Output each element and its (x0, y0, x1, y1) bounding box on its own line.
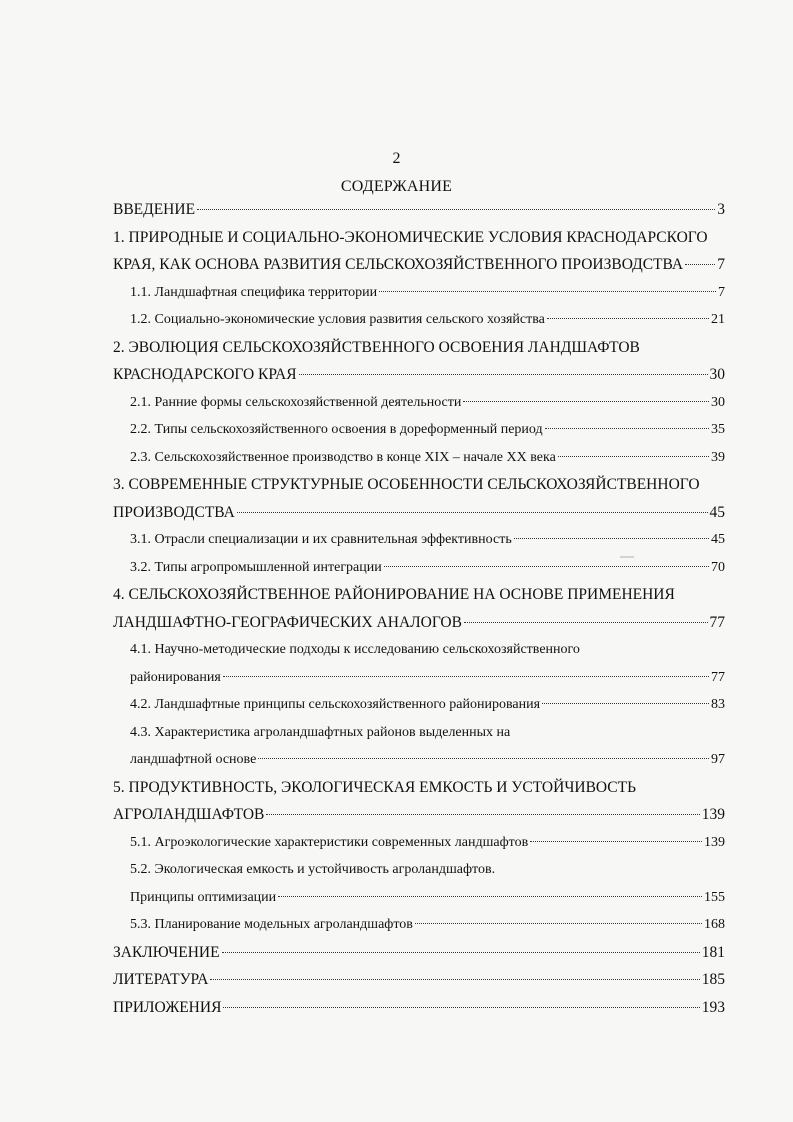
toc-entry (113, 966, 725, 994)
toc-entry-title: ВВЕДЕНИЕ (113, 201, 196, 218)
dot-leader (223, 1007, 699, 1008)
toc-page-number: 155 (704, 889, 725, 905)
toc-page-number: 7 (717, 256, 725, 273)
toc-entry-title: КРАЯ, КАК ОСНОВА РАЗВИТИЯ СЕЛЬСКОХОЗЯЙСТВЕННОГО ПРОИЗВОДСТВА (113, 256, 684, 273)
page-number: 2 (392, 150, 401, 167)
toc-entry-title: 4.3. Характеристика агроландшафтных районов выделенных на (130, 724, 511, 740)
toc-entry-title: 5.3. Планирование модельных агроландшафтов (130, 917, 413, 932)
toc-page-number: 168 (704, 917, 725, 932)
toc-page-number: 30 (709, 366, 725, 383)
toc-page-number: 185 (701, 971, 725, 988)
toc-page-number: 97 (711, 752, 725, 767)
toc-entry (113, 664, 725, 692)
toc-heading-line (113, 334, 725, 362)
toc-entry (113, 911, 725, 939)
toc-entry-title: 4. СЕЛЬСКОХОЗЯЙСТВЕННОЕ РАЙОНИРОВАНИЕ НА ОСНОВЕ ПРИМЕНЕНИЯ (113, 586, 675, 603)
dot-leader (223, 676, 709, 677)
dot-leader (415, 923, 702, 924)
toc-entry-title: АГРОЛАНДШАФТОВ (113, 806, 265, 823)
dot-leader (547, 318, 709, 319)
toc-entry-title: ПРОИЗВОДСТВА (113, 503, 235, 521)
dot-leader (542, 703, 709, 704)
toc-entry-title: 3. СОВРЕМЕННЫЕ СТРУКТУРНЫЕ ОСОБЕННОСТИ СЕЛЬСКОХОЗЯЙСТВЕННОГО (113, 476, 700, 493)
dot-leader (278, 896, 702, 897)
toc-entry (113, 306, 725, 334)
toc-entry (113, 389, 725, 417)
toc-entry-title: 1.1. Ландшафтная специфика территории (130, 284, 378, 300)
toc-entry (113, 884, 725, 912)
toc-entry (113, 994, 725, 1022)
dot-leader (210, 979, 699, 980)
dot-leader (299, 374, 708, 375)
toc-page-number: 7 (718, 284, 725, 300)
toc-entry-title: ЗАКЛЮЧЕНИЕ (113, 943, 220, 961)
dot-leader (379, 291, 716, 292)
toc-entry (113, 499, 725, 527)
toc-entry-title: ПРИЛОЖЕНИЯ (113, 998, 222, 1016)
toc-heading-line (113, 774, 725, 802)
toc-entry (113, 829, 725, 857)
toc-entry (113, 361, 725, 389)
dot-leader (384, 566, 709, 567)
toc-entry (113, 609, 725, 637)
toc-entry (113, 444, 725, 472)
toc-entry-title: Принципы оптимизации (130, 889, 277, 905)
toc-heading-line (113, 471, 725, 499)
toc-entry-title: 3.1. Отрасли специализации и их сравнительная эффективность (130, 532, 512, 547)
toc-entry (113, 251, 725, 279)
toc-page-number: 193 (701, 998, 725, 1016)
toc-entry-title: 2. ЭВОЛЮЦИЯ СЕЛЬСКОХОЗЯЙСТВЕННОГО ОСВОЕНИЯ ЛАНДШАФТОВ (113, 338, 640, 356)
toc-heading-line (113, 719, 725, 747)
toc-entry (113, 801, 725, 829)
dot-leader (237, 512, 708, 513)
toc-entry-title: 2.2. Типы сельскохозяйственного освоения в дореформенный период (130, 422, 543, 437)
toc-entry-title: ландшафтной основе (130, 752, 257, 767)
toc-page-number: 21 (711, 312, 725, 327)
table-of-contents (113, 196, 725, 1021)
toc-entry (113, 526, 725, 554)
dot-leader (685, 264, 715, 265)
toc-entry-title: ЛАНДШАФТНО-ГЕОГРАФИЧЕСКИХ АНАЛОГОВ (113, 613, 462, 631)
dot-leader (545, 428, 709, 429)
toc-entry (113, 416, 725, 444)
toc-entry-title: 3.2. Типы агропромышленной интеграции (130, 559, 382, 575)
toc-entry (113, 939, 725, 967)
toc-entry (113, 196, 725, 224)
toc-page-number: 70 (711, 559, 725, 575)
toc-page-number: 45 (711, 532, 725, 547)
toc-page-number: 139 (701, 806, 725, 823)
toc-entry-title: 5.2. Экологическая емкость и устойчивость агроландшафтов. (130, 862, 496, 877)
dot-leader (266, 814, 699, 815)
toc-entry (113, 279, 725, 307)
scan-speck (620, 556, 634, 558)
toc-page-number: 45 (709, 503, 725, 521)
toc-heading-line (113, 224, 725, 252)
toc-entry-title: ЛИТЕРАТУРА (113, 971, 209, 988)
dot-leader (464, 622, 708, 623)
toc-page-number: 77 (711, 669, 725, 685)
toc-entry (113, 691, 725, 719)
toc-entry-title: районирования (130, 669, 221, 685)
toc-page-number: 139 (704, 834, 725, 850)
page-title: СОДЕРЖАНИЕ (340, 178, 453, 195)
toc-entry-title: 4.1. Научно-методические подходы к исследованию сельскохозяйственного (130, 642, 580, 657)
toc-page-number: 181 (701, 943, 725, 961)
toc-page-number: 3 (717, 201, 725, 218)
toc-page-number: 83 (711, 697, 725, 712)
dot-leader (222, 952, 700, 953)
toc-heading-line (113, 636, 725, 664)
toc-heading-line (113, 581, 725, 609)
toc-heading-line (113, 856, 725, 884)
toc-entry-title: 5.1. Агроэкологические характеристики современных ландшафтов (130, 834, 529, 850)
toc-entry-title: КРАСНОДАРСКОГО КРАЯ (113, 366, 297, 383)
toc-page-number: 30 (711, 394, 725, 410)
toc-entry-title: 2.3. Сельскохозяйственное производство в конце XIX – начале XX века (130, 449, 556, 465)
toc-entry (113, 746, 725, 774)
dot-leader (558, 456, 709, 457)
toc-page-number: 35 (711, 422, 725, 437)
toc-entry-title: 5. ПРОДУКТИВНОСТЬ, ЭКОЛОГИЧЕСКАЯ ЕМКОСТЬ И УСТОЙЧИВОСТЬ (113, 778, 637, 796)
toc-entry-title: 2.1. Ранние формы сельскохозяйственной деятельности (130, 394, 462, 410)
dot-leader (514, 538, 709, 539)
toc-page-number: 39 (711, 449, 725, 465)
toc-entry-title: 1.2. Социально-экономические условия развития сельского хозяйства (130, 312, 545, 327)
dot-leader (530, 841, 702, 842)
toc-entry-title: 1. ПРИРОДНЫЕ И СОЦИАЛЬНО-ЭКОНОМИЧЕСКИЕ УСЛОВИЯ КРАСНОДАРСКОГО (113, 228, 708, 246)
dot-leader (463, 401, 709, 402)
toc-page-number: 77 (709, 613, 725, 631)
dot-leader (197, 209, 715, 210)
toc-entry-title: 4.2. Ландшафтные принципы сельскохозяйственного районирования (130, 697, 541, 712)
dot-leader (258, 758, 709, 759)
